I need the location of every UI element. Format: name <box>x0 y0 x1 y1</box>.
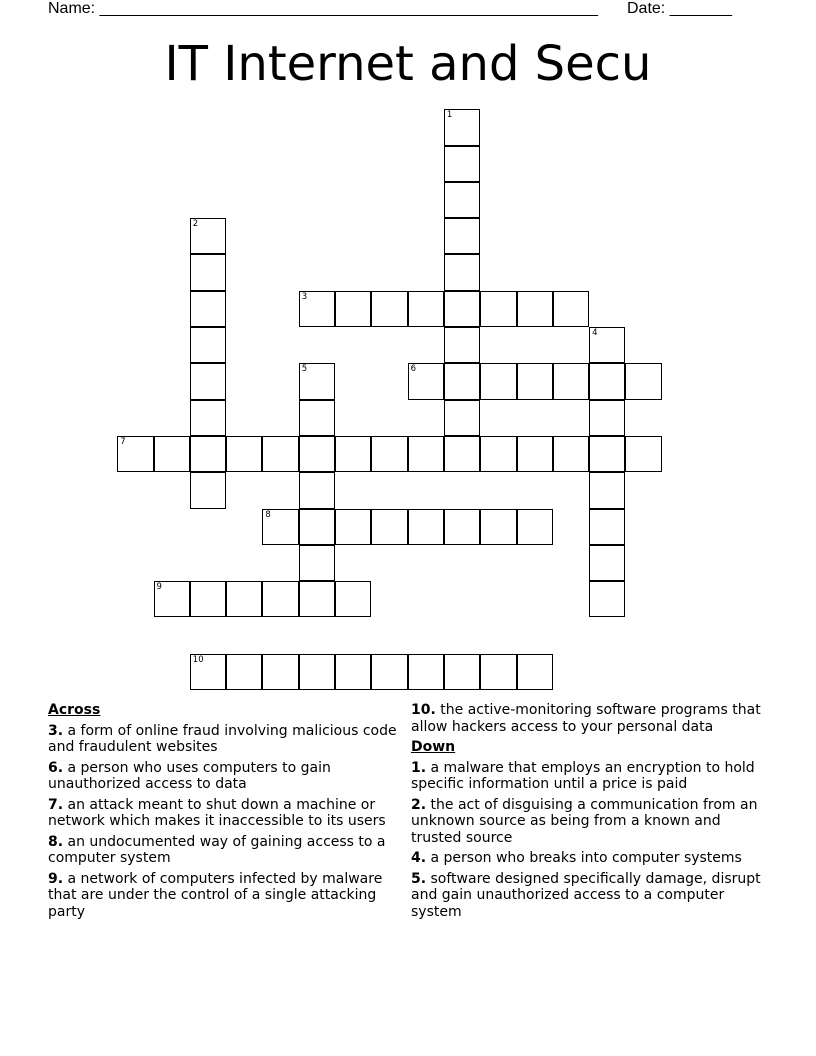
across-heading: Across <box>48 702 101 718</box>
grid-cell[interactable] <box>335 436 371 472</box>
clue-item <box>411 702 771 735</box>
clue-item <box>411 871 771 921</box>
grid-cell[interactable] <box>371 654 407 690</box>
grid-cell[interactable] <box>190 327 226 363</box>
clue-number: 7 <box>120 436 126 447</box>
clue-item <box>48 723 408 756</box>
grid-cell[interactable] <box>444 291 480 327</box>
clue-item-number: 3. <box>48 722 64 739</box>
grid-cell[interactable] <box>444 327 480 363</box>
clue-number: 9 <box>156 582 162 593</box>
grid-cell[interactable] <box>444 254 480 290</box>
clue-item-number: 2. <box>411 796 427 813</box>
grid-cell[interactable] <box>335 581 371 617</box>
grid-cell[interactable] <box>299 509 335 545</box>
grid-cell[interactable] <box>226 581 262 617</box>
clue-item <box>411 797 771 847</box>
grid-cell[interactable] <box>408 436 444 472</box>
grid-cell[interactable] <box>262 509 298 545</box>
grid-cell[interactable] <box>190 363 226 399</box>
grid-cell[interactable] <box>190 436 226 472</box>
clue-item-number: 4. <box>411 850 427 866</box>
grid-cell[interactable] <box>480 363 516 399</box>
clue-number: 5 <box>301 364 308 375</box>
grid-cell[interactable] <box>444 363 480 399</box>
clue-item-number: 5. <box>411 870 427 887</box>
clue-item-text: a person who uses computers to gain unauthorized access to data <box>48 759 331 792</box>
grid-cell[interactable] <box>444 218 480 254</box>
grid-cell[interactable] <box>517 363 553 399</box>
clue-item <box>48 871 408 921</box>
clue-number: 2 <box>192 219 199 230</box>
grid-cell[interactable] <box>190 291 226 327</box>
grid-cell[interactable] <box>262 581 298 617</box>
grid-cell[interactable] <box>589 400 625 436</box>
grid-cell[interactable] <box>190 400 226 436</box>
clue-item-text: software designed specifically damage, disrupt and gain unauthorized access to a computer system <box>411 870 761 920</box>
grid-cell[interactable] <box>371 436 407 472</box>
puzzle-title: IT Internet and Secu <box>164 36 652 92</box>
clue-item <box>48 834 408 867</box>
grid-cell[interactable] <box>553 436 589 472</box>
grid-cell[interactable] <box>335 509 371 545</box>
clue-item-text: an attack meant to shut down a machine or network which makes it inaccessible to its users <box>48 796 386 829</box>
grid-cell[interactable] <box>226 654 262 690</box>
date-field-label: Date: _______ <box>627 0 732 17</box>
grid-cell[interactable] <box>299 436 335 472</box>
grid-cell[interactable] <box>625 363 661 399</box>
clue-item-number: 8. <box>48 833 64 850</box>
clue-number: 8 <box>265 509 271 520</box>
name-field-label: Name: ________________________________________________________ <box>48 0 598 17</box>
clue-number: 4 <box>592 328 598 338</box>
across-clue-list <box>48 723 408 921</box>
clues-left-column <box>48 702 408 924</box>
grid-cell[interactable] <box>299 400 335 436</box>
clue-item-text: an undocumented way of gaining access to a computer system <box>48 833 386 866</box>
grid-cell[interactable] <box>262 654 298 690</box>
clue-number: 6 <box>410 364 417 375</box>
grid-cell[interactable] <box>589 545 625 581</box>
grid-cell[interactable] <box>299 545 335 581</box>
grid-cell[interactable] <box>517 509 553 545</box>
grid-cell[interactable] <box>335 654 371 690</box>
clue-item-text: the active-monitoring software programs that allow hackers access to your personal data <box>411 702 761 735</box>
clue-number: 1 <box>446 110 453 121</box>
grid-cell[interactable] <box>517 436 553 472</box>
grid-cell[interactable] <box>190 581 226 617</box>
grid-cell[interactable] <box>408 509 444 545</box>
grid-cell[interactable] <box>117 436 153 472</box>
clue-number: 10 <box>192 654 204 665</box>
clue-item-number: 7. <box>48 796 64 813</box>
clue-item <box>411 850 771 867</box>
clue-item-number: 9. <box>48 870 64 887</box>
clue-item-text: a malware that employs an encryption to hold specific information until a price is paid <box>411 759 755 792</box>
clue-item <box>411 760 771 793</box>
grid-cell[interactable] <box>371 291 407 327</box>
grid-cell[interactable] <box>190 254 226 290</box>
clue-item-text: a person who breaks into computer systems <box>430 850 742 866</box>
grid-cell[interactable] <box>589 327 625 363</box>
grid-cell[interactable] <box>444 109 480 145</box>
grid-cell[interactable] <box>589 363 625 399</box>
down-heading: Down <box>411 739 456 755</box>
grid-cell[interactable] <box>299 291 335 327</box>
grid-cell[interactable] <box>154 581 190 617</box>
clue-item-number: 10. <box>411 702 436 718</box>
grid-cell[interactable] <box>480 654 516 690</box>
grid-cell[interactable] <box>553 291 589 327</box>
grid-cell[interactable] <box>444 146 480 182</box>
clue-number: 3 <box>301 291 308 302</box>
grid-cell[interactable] <box>335 291 371 327</box>
clue-item <box>48 797 408 830</box>
grid-cell[interactable] <box>262 436 298 472</box>
grid-cell[interactable] <box>625 436 661 472</box>
grid-cell[interactable] <box>190 218 226 254</box>
grid-cell[interactable] <box>408 291 444 327</box>
grid-cell[interactable] <box>444 182 480 218</box>
grid-cell[interactable] <box>553 363 589 399</box>
down-clue-list <box>411 760 771 921</box>
grid-cell[interactable] <box>226 436 262 472</box>
grid-cell[interactable] <box>154 436 190 472</box>
clue-item-text: a form of online fraud involving malicious code and fraudulent websites <box>48 722 397 755</box>
grid-cell[interactable] <box>299 472 335 508</box>
clue-item <box>48 760 408 793</box>
grid-cell[interactable] <box>444 509 480 545</box>
clues-right-column <box>411 702 771 924</box>
grid-cell[interactable] <box>299 581 335 617</box>
grid-cell[interactable] <box>480 436 516 472</box>
grid-cell[interactable] <box>589 581 625 617</box>
grid-cell[interactable] <box>517 654 553 690</box>
grid-cell[interactable] <box>480 509 516 545</box>
grid-cell[interactable] <box>517 291 553 327</box>
clue-item-text: the act of disguising a communication from an unknown source as being from a known and trusted source <box>411 796 758 846</box>
grid-cell[interactable] <box>589 509 625 545</box>
grid-cell[interactable] <box>408 654 444 690</box>
grid-cell[interactable] <box>444 654 480 690</box>
grid-cell[interactable] <box>190 472 226 508</box>
grid-cell[interactable] <box>444 400 480 436</box>
grid-cell[interactable] <box>444 436 480 472</box>
grid-cell[interactable] <box>190 654 226 690</box>
clue-item-number: 6. <box>48 759 64 776</box>
grid-cell[interactable] <box>480 291 516 327</box>
grid-cell[interactable] <box>589 472 625 508</box>
grid-cell[interactable] <box>589 436 625 472</box>
across-clue-list-continued <box>411 702 771 735</box>
grid-cell[interactable] <box>371 509 407 545</box>
clue-item-number: 1. <box>411 759 427 776</box>
grid-cell[interactable] <box>408 363 444 399</box>
grid-cell[interactable] <box>299 654 335 690</box>
clue-item-text: a network of computers infected by malware that are under the control of a single attacking party <box>48 870 383 920</box>
grid-cell[interactable] <box>299 363 335 399</box>
